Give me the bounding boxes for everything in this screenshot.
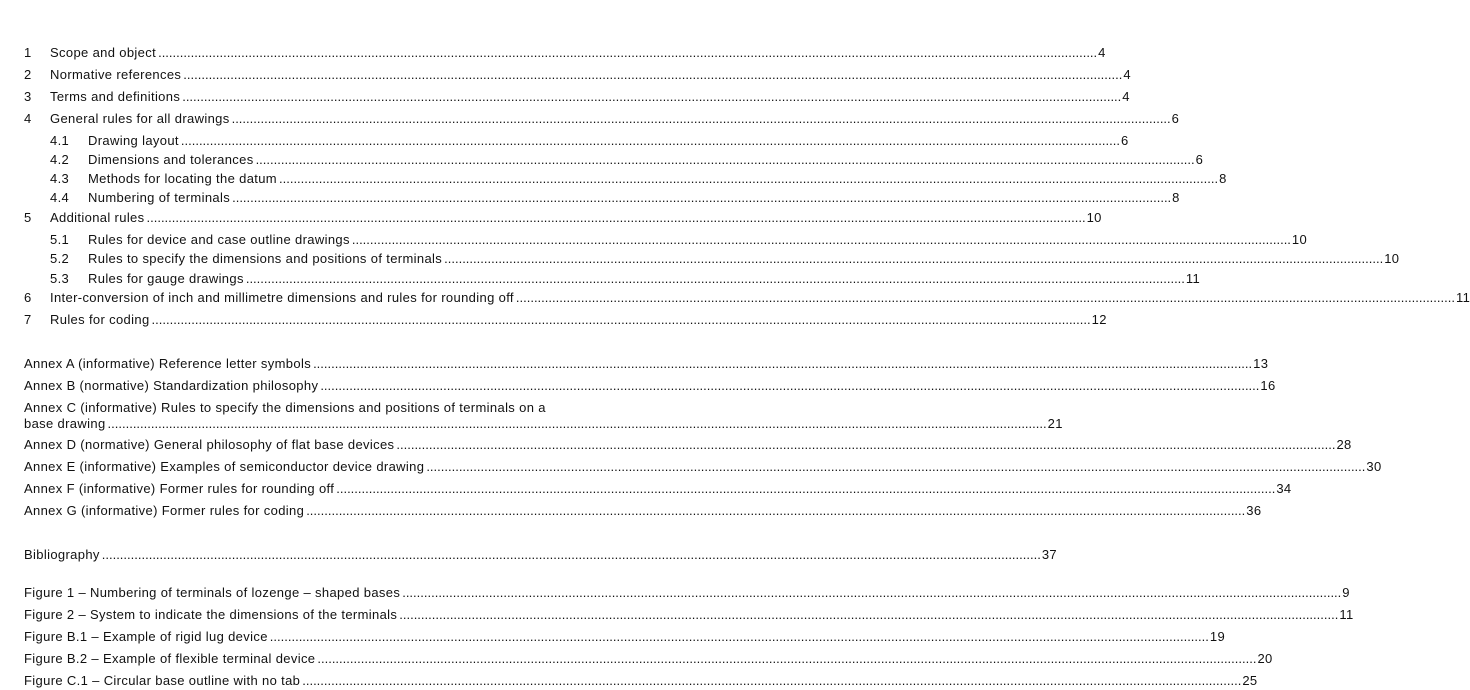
page-number: 13 (1253, 356, 1269, 371)
toc-entry-clause-7[interactable] (24, 311, 1107, 329)
page-number: 10 (1086, 210, 1102, 225)
clause-number: 4.4 (50, 190, 70, 205)
annex-c-title-line-1[interactable]: Annex C (informative) Rules to specify the dimensions and positions of terminals on a (24, 400, 546, 415)
clause-number: 7 (24, 312, 32, 327)
page-number: 37 (1041, 547, 1057, 562)
clause-number: 3 (24, 89, 32, 104)
dot-leader (232, 189, 1171, 207)
toc-entry-clause-4[interactable] (24, 110, 1180, 128)
page-number: 19 (1209, 629, 1226, 644)
clause-title: Drawing layout (88, 133, 179, 148)
page-number: 6 (1195, 152, 1204, 167)
page-number: 9 (1342, 585, 1350, 600)
toc-entry-clause-2[interactable] (24, 66, 1131, 84)
figure-title: Figure 2 – System to indicate the dimensions of the terminals (24, 607, 398, 622)
dot-leader (256, 151, 1195, 169)
toc-entry-figure-1[interactable] (24, 584, 1350, 602)
toc-entry-annex-e[interactable] (24, 458, 1382, 476)
dot-leader (147, 209, 1086, 227)
annex-title-continuation: base drawing (24, 416, 106, 431)
clause-title: Additional rules (50, 210, 145, 225)
clause-number: 2 (24, 67, 32, 82)
toc-entry-clause-5-1[interactable] (50, 231, 1308, 249)
dot-leader (396, 436, 1335, 454)
dot-leader (402, 584, 1341, 602)
toc-entry-clause-4-1[interactable] (50, 132, 1129, 150)
dot-leader (313, 355, 1252, 373)
toc-entry-annex-a[interactable] (24, 355, 1269, 373)
figure-title: Figure 1 – Numbering of terminals of lozenge – shaped bases (24, 585, 401, 600)
dot-leader (444, 250, 1383, 268)
dot-leader (108, 415, 1047, 433)
toc-entry-annex-b[interactable] (24, 377, 1276, 395)
toc-entry-annex-f[interactable] (24, 480, 1292, 498)
page-number: 11 (1339, 607, 1354, 622)
page-number: 10 (1291, 232, 1308, 247)
annex-title: Annex D (normative) General philosophy of flat base devices (24, 437, 395, 452)
toc-entry-figure-2[interactable] (24, 606, 1354, 624)
page-number: 12 (1091, 312, 1107, 327)
toc-entry-clause-6[interactable] (24, 289, 1470, 307)
toc-entry-clause-4-4[interactable] (50, 189, 1180, 207)
dot-leader (516, 289, 1455, 307)
annex-title: Annex B (normative) Standardization philosophy (24, 378, 319, 393)
clause-title: Rules for gauge drawings (88, 271, 244, 286)
page-number: 10 (1384, 251, 1400, 266)
annex-title: Annex E (informative) Examples of semiconductor device drawing (24, 459, 425, 474)
page-number: 36 (1246, 503, 1262, 518)
clause-number: 4.3 (50, 171, 70, 186)
dot-leader (336, 480, 1275, 498)
dot-leader (232, 110, 1171, 128)
page-number: 25 (1242, 673, 1258, 688)
clause-title: Terms and definitions (50, 89, 181, 104)
page-number: 6 (1171, 111, 1180, 126)
toc-entry-clause-1[interactable] (24, 44, 1106, 62)
toc-entry-clause-4-2[interactable] (50, 151, 1204, 169)
clause-title: Methods for locating the datum (88, 171, 277, 186)
figure-title: Figure B.1 – Example of rigid lug device (24, 629, 268, 644)
dot-leader (320, 377, 1259, 395)
page-number: 8 (1219, 171, 1227, 186)
clause-title: Normative references (50, 67, 182, 82)
toc-entry-clause-5-2[interactable] (50, 250, 1400, 268)
figure-title: Figure C.1 – Circular base outline with no tab (24, 673, 301, 688)
page-number: 4 (1098, 45, 1106, 60)
dot-leader (181, 132, 1120, 150)
dot-leader (279, 170, 1218, 188)
dot-leader (399, 606, 1338, 624)
clause-title: Rules for coding (50, 312, 150, 327)
clause-title: Inter-conversion of inch and millimetre dimensions and rules for rounding off (50, 290, 514, 305)
dot-leader (302, 672, 1241, 690)
page-number: 20 (1257, 651, 1273, 666)
page-number: 28 (1336, 437, 1352, 452)
clause-title: Numbering of terminals (88, 190, 231, 205)
toc-entry-annex-d[interactable] (24, 436, 1352, 454)
dot-leader (426, 458, 1365, 476)
toc-entry-annex-g[interactable] (24, 502, 1262, 520)
clause-number: 5.3 (50, 271, 70, 286)
clause-number: 4.2 (50, 152, 70, 167)
page-number: 11 (1455, 290, 1470, 305)
toc-entry-figure-b1[interactable] (24, 628, 1226, 646)
bibliography-title: Bibliography (24, 547, 100, 562)
clause-number: 6 (24, 290, 32, 305)
toc-entry-figure-b2[interactable] (24, 650, 1273, 668)
page-number: 6 (1120, 133, 1129, 148)
annex-title: Annex A (informative) Reference letter symbols (24, 356, 312, 371)
page-number: 30 (1366, 459, 1382, 474)
toc-entry-clause-5-3[interactable] (50, 270, 1201, 288)
clause-number: 4.1 (50, 133, 70, 148)
dot-leader (158, 44, 1097, 62)
toc-entry-clause-5[interactable] (24, 209, 1102, 227)
toc-entry-clause-3[interactable] (24, 88, 1130, 106)
dot-leader (306, 502, 1245, 520)
clause-title: Dimensions and tolerances (88, 152, 254, 167)
figure-title: Figure B.2 – Example of flexible terminal device (24, 651, 316, 666)
annex-title: Annex G (informative) Former rules for coding (24, 503, 305, 518)
toc-entry-annex-c[interactable] (24, 415, 1063, 433)
clause-number: 1 (24, 45, 32, 60)
dot-leader (182, 88, 1121, 106)
dot-leader (317, 650, 1256, 668)
page-number: 21 (1047, 416, 1063, 431)
clause-number: 5 (24, 210, 32, 225)
page-number: 4 (1122, 89, 1130, 104)
clause-title: General rules for all drawings (50, 111, 230, 126)
toc-entry-bibliography[interactable] (24, 546, 1057, 564)
clause-title: Scope and object (50, 45, 157, 60)
toc-entry-clause-4-3[interactable] (50, 170, 1227, 188)
dot-leader (270, 628, 1209, 646)
toc-entry-figure-c1[interactable] (24, 672, 1258, 690)
page-number: 16 (1260, 378, 1276, 393)
page-number: 11 (1185, 271, 1201, 286)
clause-number: 5.2 (50, 251, 70, 266)
clause-number: 4 (24, 111, 32, 126)
clause-title: Rules to specify the dimensions and positions of terminals (88, 251, 443, 266)
dot-leader (183, 66, 1122, 84)
dot-leader (152, 311, 1091, 329)
page-number: 4 (1123, 67, 1131, 82)
dot-leader (246, 270, 1185, 288)
dot-leader (352, 231, 1291, 249)
page-number: 8 (1172, 190, 1180, 205)
clause-title: Rules for device and case outline drawings (88, 232, 350, 247)
annex-title: Annex F (informative) Former rules for rounding off (24, 481, 335, 496)
dot-leader (102, 546, 1041, 564)
page-number: 34 (1276, 481, 1292, 496)
clause-number: 5.1 (50, 232, 70, 247)
